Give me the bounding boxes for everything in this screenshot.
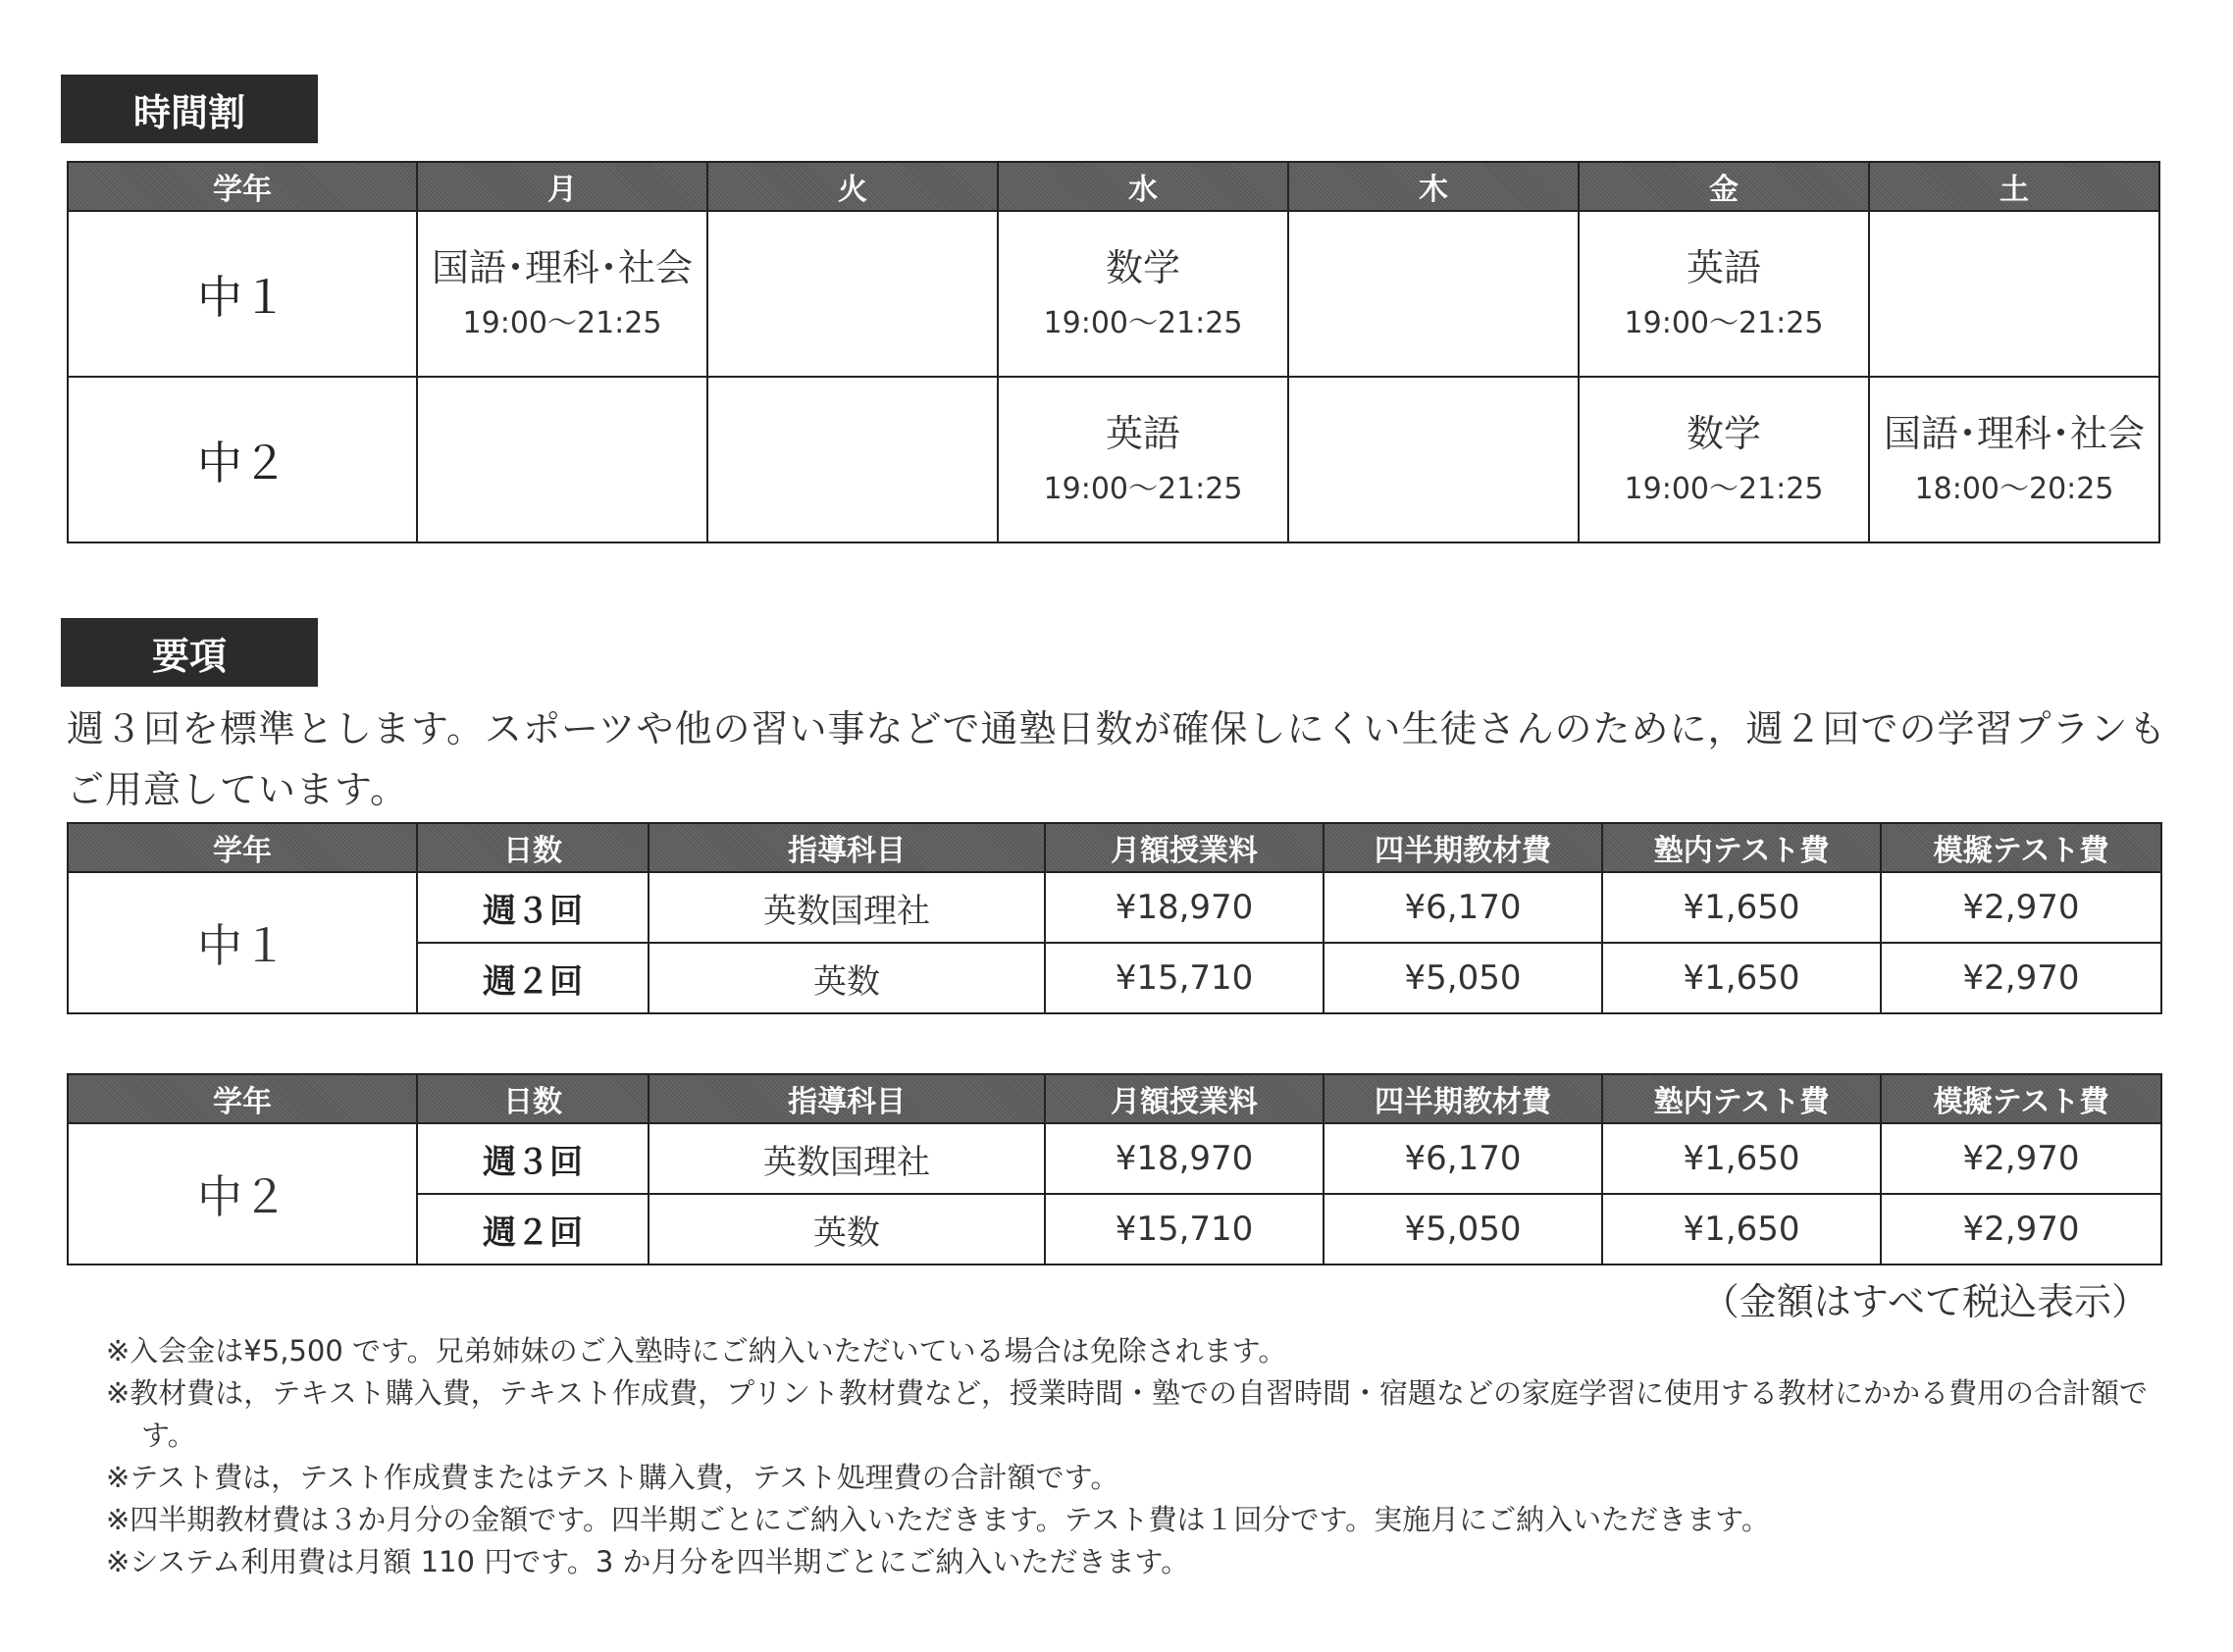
time-text: 19:00～21:25 [1043,472,1243,507]
days-cell: 週３回 [417,872,649,943]
header-internal-test-fee: 塾内テスト費 [1602,823,1881,872]
time-text: 19:00～21:25 [1043,306,1243,341]
schedule-header-row [68,162,2159,211]
header-grade: 学年 [68,823,417,872]
note-item: ※入会金は¥5,500 です。兄弟姉妹のご入塾時にご納入いただいている場合は免除されます。 [106,1334,1287,1368]
fee-header-row [68,1074,2161,1123]
schedule-table [67,161,2160,543]
days-cell: 週２回 [417,943,649,1013]
grade-cell: 中１ [68,872,417,1013]
header-days: 日数 [417,823,649,872]
mock-test-fee-cell: ¥2,970 [1881,943,2161,1013]
fee-table-grade2 [67,1073,2162,1265]
materials-fee-cell: ¥5,050 [1324,1194,1602,1265]
schedule-cell-tue [707,211,998,377]
monthly-fee-cell: ¥15,710 [1045,943,1324,1013]
days-cell: 週３回 [417,1123,649,1194]
materials-fee-cell: ¥6,170 [1324,872,1602,943]
schedule-cell-wed [998,211,1288,377]
outline-section-label: 要項 [61,618,318,687]
note-item: ※四半期教材費は３か月分の金額です。四半期ごとにご納入いただきます。テスト費は１回分です。実施月にご納入いただきます。 [106,1503,1770,1536]
header-monthly-fee: 月額授業料 [1045,823,1324,872]
schedule-section-label: 時間割 [61,75,318,143]
schedule-cell-sat [1869,211,2159,377]
notes-list [106,1330,2186,1583]
header-internal-test-fee: 塾内テスト費 [1602,1074,1881,1123]
subjects-cell: 英数 [649,943,1045,1013]
fee-row [68,872,2161,943]
schedule-cell-wed [998,377,1288,542]
tax-note: （金額はすべて税込表示） [1701,1280,2149,1323]
subjects-cell: 英数国理社 [649,872,1045,943]
mock-test-fee-cell: ¥2,970 [1881,1123,2161,1194]
schedule-cell-thu [1288,377,1579,542]
schedule-cell-fri [1579,377,1869,542]
header-monthly-fee: 月額授業料 [1045,1074,1324,1123]
header-subjects: 指導科目 [649,823,1045,872]
subject-text: 数学 [1105,245,1180,289]
header-mock-test-fee: 模擬テスト費 [1881,1074,2161,1123]
header-sat: 土 [1869,162,2159,211]
header-grade: 学年 [68,162,417,211]
internal-test-fee-cell: ¥1,650 [1602,943,1881,1013]
mock-test-fee-cell: ¥2,970 [1881,1194,2161,1265]
header-materials-fee: 四半期教材費 [1324,1074,1602,1123]
schedule-cell-mon [417,211,707,377]
note-item: ※テスト費は，テスト作成費またはテスト購入費，テスト処理費の合計額です。 [106,1461,1119,1494]
header-mock-test-fee: 模擬テスト費 [1881,823,2161,872]
internal-test-fee-cell: ¥1,650 [1602,1194,1881,1265]
note-item: ※教材費は，テキスト購入費，テキスト作成費，プリント教材費など，授業時間・塾での自習時間・宿題などの家庭学習に使用する教材にかかる費用の合計額です。 [106,1376,2148,1452]
header-tue: 火 [707,162,998,211]
schedule-row [68,211,2159,377]
schedule-row [68,377,2159,542]
time-text: 18:00～20:25 [1914,472,2114,507]
subject-text: 数学 [1686,411,1761,455]
schedule-cell-thu [1288,211,1579,377]
materials-fee-cell: ¥5,050 [1324,943,1602,1013]
subject-text: 国語･理科･社会 [431,245,693,289]
schedule-cell-sat [1869,377,2159,542]
schedule-cell-mon [417,377,707,542]
grade-cell: 中２ [68,1123,417,1265]
subjects-cell: 英数国理社 [649,1123,1045,1194]
subject-text: 英語 [1105,411,1180,455]
grade-cell: 中１ [68,211,417,377]
monthly-fee-cell: ¥18,970 [1045,1123,1324,1194]
note-item: ※システム利用費は月額 110 円です。3 か月分を四半期ごとにご納入いただきます。 [106,1545,1190,1578]
time-text: 19:00～21:25 [1624,306,1824,341]
header-fri: 金 [1579,162,1869,211]
subject-text: 国語･理科･社会 [1883,411,2145,455]
header-wed: 水 [998,162,1288,211]
schedule-cell-tue [707,377,998,542]
header-mon: 月 [417,162,707,211]
internal-test-fee-cell: ¥1,650 [1602,1123,1881,1194]
header-days: 日数 [417,1074,649,1123]
time-text: 19:00～21:25 [462,306,662,341]
subject-text: 英語 [1686,245,1761,289]
fee-row [68,1123,2161,1194]
outline-description: 週３回を標準とします。スポーツや他の習い事などで通塾日数が確保しにくい生徒さんのために，週２回での学習プランもご用意しています。 [67,707,2167,811]
header-thu: 木 [1288,162,1579,211]
fee-table-grade1 [67,822,2162,1014]
materials-fee-cell: ¥6,170 [1324,1123,1602,1194]
schedule-cell-fri [1579,211,1869,377]
mock-test-fee-cell: ¥2,970 [1881,872,2161,943]
grade-cell: 中２ [68,377,417,542]
header-grade: 学年 [68,1074,417,1123]
subjects-cell: 英数 [649,1194,1045,1265]
fee-header-row [68,823,2161,872]
days-cell: 週２回 [417,1194,649,1265]
monthly-fee-cell: ¥18,970 [1045,872,1324,943]
header-subjects: 指導科目 [649,1074,1045,1123]
time-text: 19:00～21:25 [1624,472,1824,507]
header-materials-fee: 四半期教材費 [1324,823,1602,872]
internal-test-fee-cell: ¥1,650 [1602,872,1881,943]
monthly-fee-cell: ¥15,710 [1045,1194,1324,1265]
